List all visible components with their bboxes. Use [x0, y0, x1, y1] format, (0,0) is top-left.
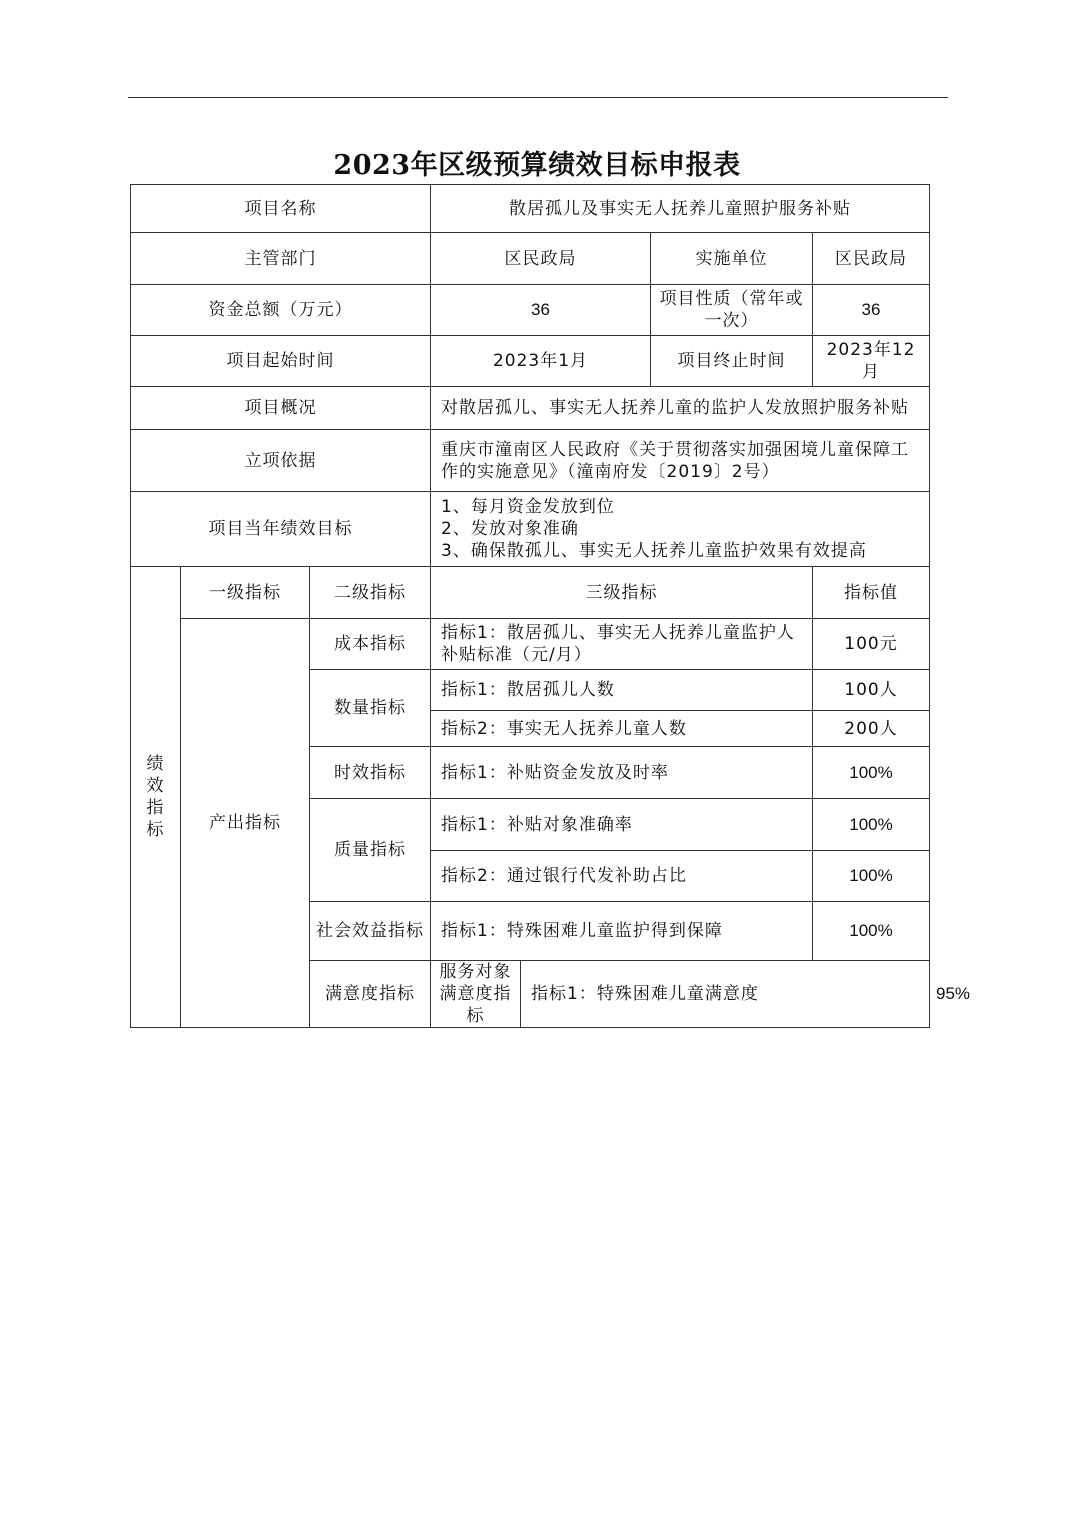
header-level1: 一级指标	[181, 567, 310, 619]
unit-value: 区民政局	[813, 233, 930, 285]
goal-item: 3、确保散孤儿、事实无人抚养儿童监护效果有效提高	[441, 541, 867, 561]
funds-value: 36	[431, 285, 651, 336]
dept-label: 主管部门	[131, 233, 431, 285]
project-name-value: 散居孤儿及事实无人抚养儿童照护服务补贴	[431, 185, 930, 233]
timeliness-indicator-1-value: 100%	[813, 747, 930, 799]
cost-indicator-1-value: 100元	[813, 619, 930, 670]
goal-item: 2、发放对象准确	[441, 519, 579, 539]
satisfaction-indicator-label: 满意度指标	[310, 961, 431, 1028]
header-level2: 二级指标	[310, 567, 431, 619]
start-label: 项目起始时间	[131, 336, 431, 387]
goal-item: 1、每月资金发放到位	[441, 497, 615, 517]
start-value: 2023年1月	[431, 336, 651, 387]
nature-label: 项目性质（常年或一次）	[651, 285, 813, 336]
goals-label: 项目当年绩效目标	[131, 492, 431, 567]
quantity-indicator-2-value: 200人	[813, 711, 930, 747]
timeliness-indicator-1: 指标1：补贴资金发放及时率	[431, 747, 813, 799]
overview-value: 对散居孤儿、事实无人抚养儿童的监护人发放照护服务补贴	[431, 387, 930, 430]
social-indicator-label: 社会效益指标	[310, 902, 431, 961]
quantity-indicator-1: 指标1：散居孤儿人数	[431, 670, 813, 711]
quantity-indicator-label: 数量指标	[310, 670, 431, 747]
timeliness-indicator-label: 时效指标	[310, 747, 431, 799]
goals-list	[431, 492, 930, 567]
header-value: 指标值	[813, 567, 930, 619]
cost-indicator-1: 指标1：散居孤儿、事实无人抚养儿童监护人补贴标准（元/月）	[431, 619, 813, 670]
unit-label: 实施单位	[651, 233, 813, 285]
page-title: 2023年区级预算绩效目标申报表	[333, 150, 741, 181]
service-indicator-1: 指标1：特殊困难儿童满意度	[521, 961, 930, 1028]
quality-indicator-label: 质量指标	[310, 799, 431, 902]
quality-indicator-1-value: 100%	[813, 799, 930, 851]
overview-label: 项目概况	[131, 387, 431, 430]
quality-indicator-2-value: 100%	[813, 851, 930, 902]
top-rule	[128, 97, 948, 98]
quality-indicator-1: 指标1：补贴对象准确率	[431, 799, 813, 851]
indicator-section-label: 绩 效 指 标	[131, 567, 181, 1028]
cost-indicator-label: 成本指标	[310, 619, 431, 670]
end-value: 2023年12月	[813, 336, 930, 387]
project-name-label: 项目名称	[131, 185, 431, 233]
performance-goal-form: 项目名称 散居孤儿及事实无人抚养儿童照护服务补贴 主管部门 区民政局 实施单位 区民政局 资金总额（万元） 36 项目性质（常年或一次） 36 项目起始时间 2023年1月 项目终止时间 2023年12月 项目概况 对散居孤儿、事实无人抚养儿童的监护人发放照护服务补贴 立项依据 重庆市潼南区人民政府《关于贯彻落实加强困境儿童保障工作的实施意见》（潼南府发〔2019〕2号） 项目当年绩效目标 1、每月资金发放到位 2、发放对象准确 3、确保散孤儿、事实无人抚养儿童监护效果有效提高 绩 效 指 标 一级指标 二级指标 三级指标 指标值 产出指标 成本指标 指标1：散居孤儿、事实无人抚养儿童监护人补贴标准（元/月） 100元 数量指标 指标1：散居孤儿人数 100人 指标2：事实无人抚养儿童人数 200人 时效指标 指标1：补贴资金发放及时率 100% 质量指标 指标1：补贴对象准确率 100% 指标2：通过银行代发补助占比 100% 社会效益指标 指标1：特殊困难儿童监护得到保障 100% 满意度指标 服务对象满意度指标 指标1：特殊困难儿童满意度 95%	[130, 184, 930, 1028]
basis-value: 重庆市潼南区人民政府《关于贯彻落实加强困境儿童保障工作的实施意见》（潼南府发〔2019〕2号）	[431, 430, 930, 492]
quality-indicator-2: 指标2：通过银行代发补助占比	[431, 851, 813, 902]
social-indicator-1-value: 100%	[813, 902, 930, 961]
service-indicator-label: 服务对象满意度指标	[431, 961, 521, 1028]
funds-label: 资金总额（万元）	[131, 285, 431, 336]
end-label: 项目终止时间	[651, 336, 813, 387]
basis-label: 立项依据	[131, 430, 431, 492]
nature-value: 36	[813, 285, 930, 336]
quantity-indicator-2: 指标2：事实无人抚养儿童人数	[431, 711, 813, 747]
quantity-indicator-1-value: 100人	[813, 670, 930, 711]
dept-value: 区民政局	[431, 233, 651, 285]
social-indicator-1: 指标1：特殊困难儿童监护得到保障	[431, 902, 813, 961]
output-indicator-label: 产出指标	[181, 619, 310, 1028]
header-level3: 三级指标	[431, 567, 813, 619]
